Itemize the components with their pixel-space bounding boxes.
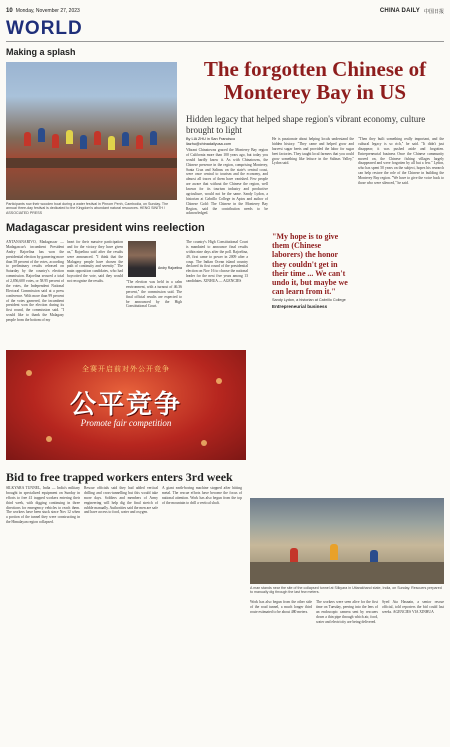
feature-col-1: Vibrant Chinatowns graced the Monterey Bay region of California more than 100 years ago, but today you would hardly know it. As with Chinatowns, the Chinese presence in the region, comprising Monterey, Santa Cruz and Salinas on the state's central coast, were once central to tourism and the economy, and almost all traces of them have vanished. Few people are aware that without the Chinese the region, well known for its tourism industry and productive agriculture, would not be the same. Sandy Lydon, a historian at Cabrillo College in Aptos and author of Chinese Gold: The Chinese in the Monterey Bay Region, said the contribution needs to be acknowledged. [186,148,268,216]
masthead-right [380,8,444,15]
feature-col-2: He is passionate about helping locals understand the hidden history. "They came and helped grow and harvest sugar beets and provided the labor for sugar beet factories. They taught local farmers that you could grow something like lettuce in the Salinas Valley," Lydon said. [272,137,354,166]
feature-byline: By LIA ZHU in San Francisco liazhu@chinadailyusa.com [186,137,236,146]
photo-story-title: Making a splash [6,47,76,57]
portrait-caption: Andry Rajoelina [158,266,182,270]
madagascar-col-3: "The election was held in a calm environment, with a turnout of 46.36 percent," the commission said. The final official results are expected to be announced by the High Constitutional Court. [126,280,182,309]
bid-col-3: A giant earth-boring machine stopped after hitting metal. The rescue efforts have become the focus of national attention. Work has also begun from the top of the mountain to drill a vertical shaft. [162,486,242,505]
top-rule [6,41,444,42]
pull-quote [272,232,354,303]
bid-col-2: Rescue officials said they had added vertical drilling and cross-tunnelling but this would take more days. Soldiers and members of Army engineering will help dig the final stretch of rubble manually. Authorities said the men are safe and have access to food, water and oxygen. [84,486,158,515]
feature-subhead: Entrepreneurial business [272,304,328,309]
boat-race-photo [6,62,177,200]
bid-col-6: Syed Ata Hasnain, a senior rescue official, told reporters the bid could last weeks. AGENCIES VIA XINHUA [382,600,444,614]
bid-col-4: Work has also begun from the other side of the road tunnel, a much longer third route estimated to be about 480 meters. [250,600,312,614]
bid-col-1: SILKYARA TUNNEL, India — India's military brought in specialized equipment on Sunday in efforts to free 41 trapped workers entering their third week, with digging continuing in three directions for emergency vehicles to reach them. The workers have been stuck since Nov 12 when a portion of the tunnel they were constructing in the Himalayan region collapsed. [6,486,80,525]
boat-race-caption [6,202,177,220]
pull-quote-text: "My hope is to give them (Chinese laborers) the honor they couldn't get in their time ... We can't undo it, but maybe we can learn from it." [272,232,348,297]
issue-date: Monday, November 27, 2023 [15,8,80,14]
madagascar-col-2: heart for their massive participation and for the victory they have given us," Rajoelina said after the results were announced. "I think that the Malagasy people have chosen the path of continuity and serenity." The main opposition candidates, who had boycotted the vote, said they would not recognize the results. [67,240,123,283]
tunnel-site-photo [250,498,444,584]
banner-chinese-main: 公平竞争 [69,390,182,420]
bid-headline: Bid to free trapped workers enters 3rd week [6,470,233,484]
bid-col-5: The workers were seen alive for the first time on Tuesday, peering into the lens of an endoscopic camera sent by rescuers down a thin pipe through which air, food, water and electricity are being delivered. [316,600,378,624]
brand-name: CHINA DAILY [379,8,420,14]
masthead [6,6,444,16]
feature-col-3: "Then they built something really important, and the cultural legacy is so rich," he said. "It didn't just disappear; it was pushed aside and forgotten. Entrepreneurial business Once the Chinese community moved on, the Chinese fishing villages largely disappeared and were forgotten by all but a few." Lydon, who has spent 50 years on the subject, hopes his research can help restore the role of the Chinese in building the Monterey Bay region. "We have to give the voice back to those who were silenced," he said. [358,137,444,185]
rajoelina-portrait [128,241,156,277]
banner-chinese-top: 全赛开启前对外公开竞争 [82,365,170,373]
madagascar-headline: Madagascar president wins reelection [6,222,205,234]
banner-english: Promote fair competition [80,418,172,428]
pull-quote-attribution: Sandy Lydon, a historian at Cabrillo College [272,298,346,303]
feature-headline: The forgotten Chinese of Monterey Bay in US [203,57,427,105]
madagascar-col-1: ANTANANARIVO, Madagascar — Madagascar's incumbent President Andry Rajoelina has won the presidential election by garnering more than 58 percent of the votes, according to preliminary results released on Saturday by the country's election commission. Rajoelina secured a total of 2,856,600 votes, or 58.95 percent of the votes, the Independent National Electoral Commission said at a press conference. With more than 99 percent of the votes garnered, the incumbent president won the election during its first round, the commission said. "I would like to thank the Malagasy people from the bottom of my [6,240,64,322]
fair-competition-banner [6,350,246,460]
tunnel-photo-caption: A man stands near the site of the collapsed tunnel at Silkyara in Uttarakhand state, India, on Sunday. Rescuers prepared to manually dig through the last few meters. [250,586,442,595]
caption-text: Participants row their wooden boat during a water festival in Phnom Penh, Cambodia, on Sunday. The annual three-day festival is dedicated to the Kingdom's abundant natural resources. [6,202,169,211]
masthead-left [6,8,80,14]
feature-deck: Hidden legacy that helped shape region's vibrant economy, culture brought to light [186,114,426,135]
feature-col-2b [272,304,354,360]
photo-credit: HENG SINITH / ASSOCIATED PRESS [6,206,165,215]
madagascar-col-4: The country's High Constitutional Court is mandated to announce final results within nine days after the poll. Rajoelina, 49, first came to power in 2009 after a coup. The Indian Ocean island country declared its first round of the presidential election on Nov 16 to choose the national leader for the next five years among 13 candidates. XINHUA — AGENCIES [186,240,248,283]
brand-name-cn: 中国日报 [423,8,444,15]
section-title: WORLD [6,18,83,39]
page-number: 10 [6,8,13,14]
